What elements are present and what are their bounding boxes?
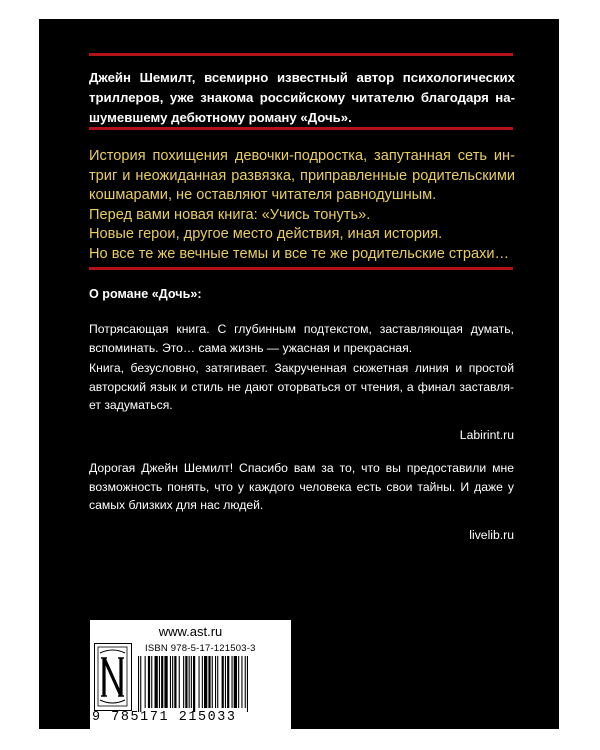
publisher-website: www.ast.ru <box>158 624 223 639</box>
book-teaser <box>89 147 515 264</box>
reviews-heading: О романе «Дочь»: <box>89 287 202 301</box>
divider-3 <box>89 267 513 270</box>
divider-2 <box>89 127 513 130</box>
author-intro-text: Джейн Шемилт, всемирно известный автор психологических триллеров, уже знакома российскому читателю благодаря нашумевшему дебютному роману «Дочь». <box>89 70 515 125</box>
review-3 <box>89 459 514 515</box>
barcode-number: 9 785171 215033 <box>92 710 237 725</box>
review-2 <box>89 359 514 415</box>
barcode-bars <box>138 656 287 717</box>
teaser-line: История похищения девочки-подростка, запутанная сеть интриг и неожиданная развязка, приправленные родительскими кошмарами, не оставляют читателя равнодушным. <box>89 148 515 203</box>
teaser-line: Но все те же вечные темы и все те же родительские страхи… <box>89 245 510 262</box>
author-intro <box>89 68 515 128</box>
review-text: Дорогая Джейн Шемилт! Спасибо вам за то, что вы предоставили мне возможность понять, что у каждого человека есть свои тайны. И даже у самых близких для нас людей. <box>89 461 514 513</box>
barcode-panel <box>90 620 291 730</box>
teaser-line: Перед вами новая книга: «Учись тонуть». <box>89 206 371 223</box>
top-divider <box>89 53 513 56</box>
review-text: Потрясающая книга. С глубинным подтекстом, заставляющая думать, вспоминать. Это… сама жизнь — ужасная и прекрасная. <box>89 322 514 355</box>
isbn-text: ISBN 978-5-17-121503-3 <box>145 643 256 654</box>
teaser-line: Новые герои, другое место действия, иная история. <box>89 226 443 242</box>
review-1 <box>89 320 514 357</box>
review-source-labirint: Labirint.ru <box>459 428 514 442</box>
review-text: Книга, безусловно, затягивает. Закрученная сюжетная линия и простой авторский язык и стиль не дают оторваться от чтения, а финал заставляет задуматься. <box>89 361 514 413</box>
review-source-livelib: livelib.ru <box>469 528 514 542</box>
ornate-n-monogram-icon <box>94 643 132 711</box>
